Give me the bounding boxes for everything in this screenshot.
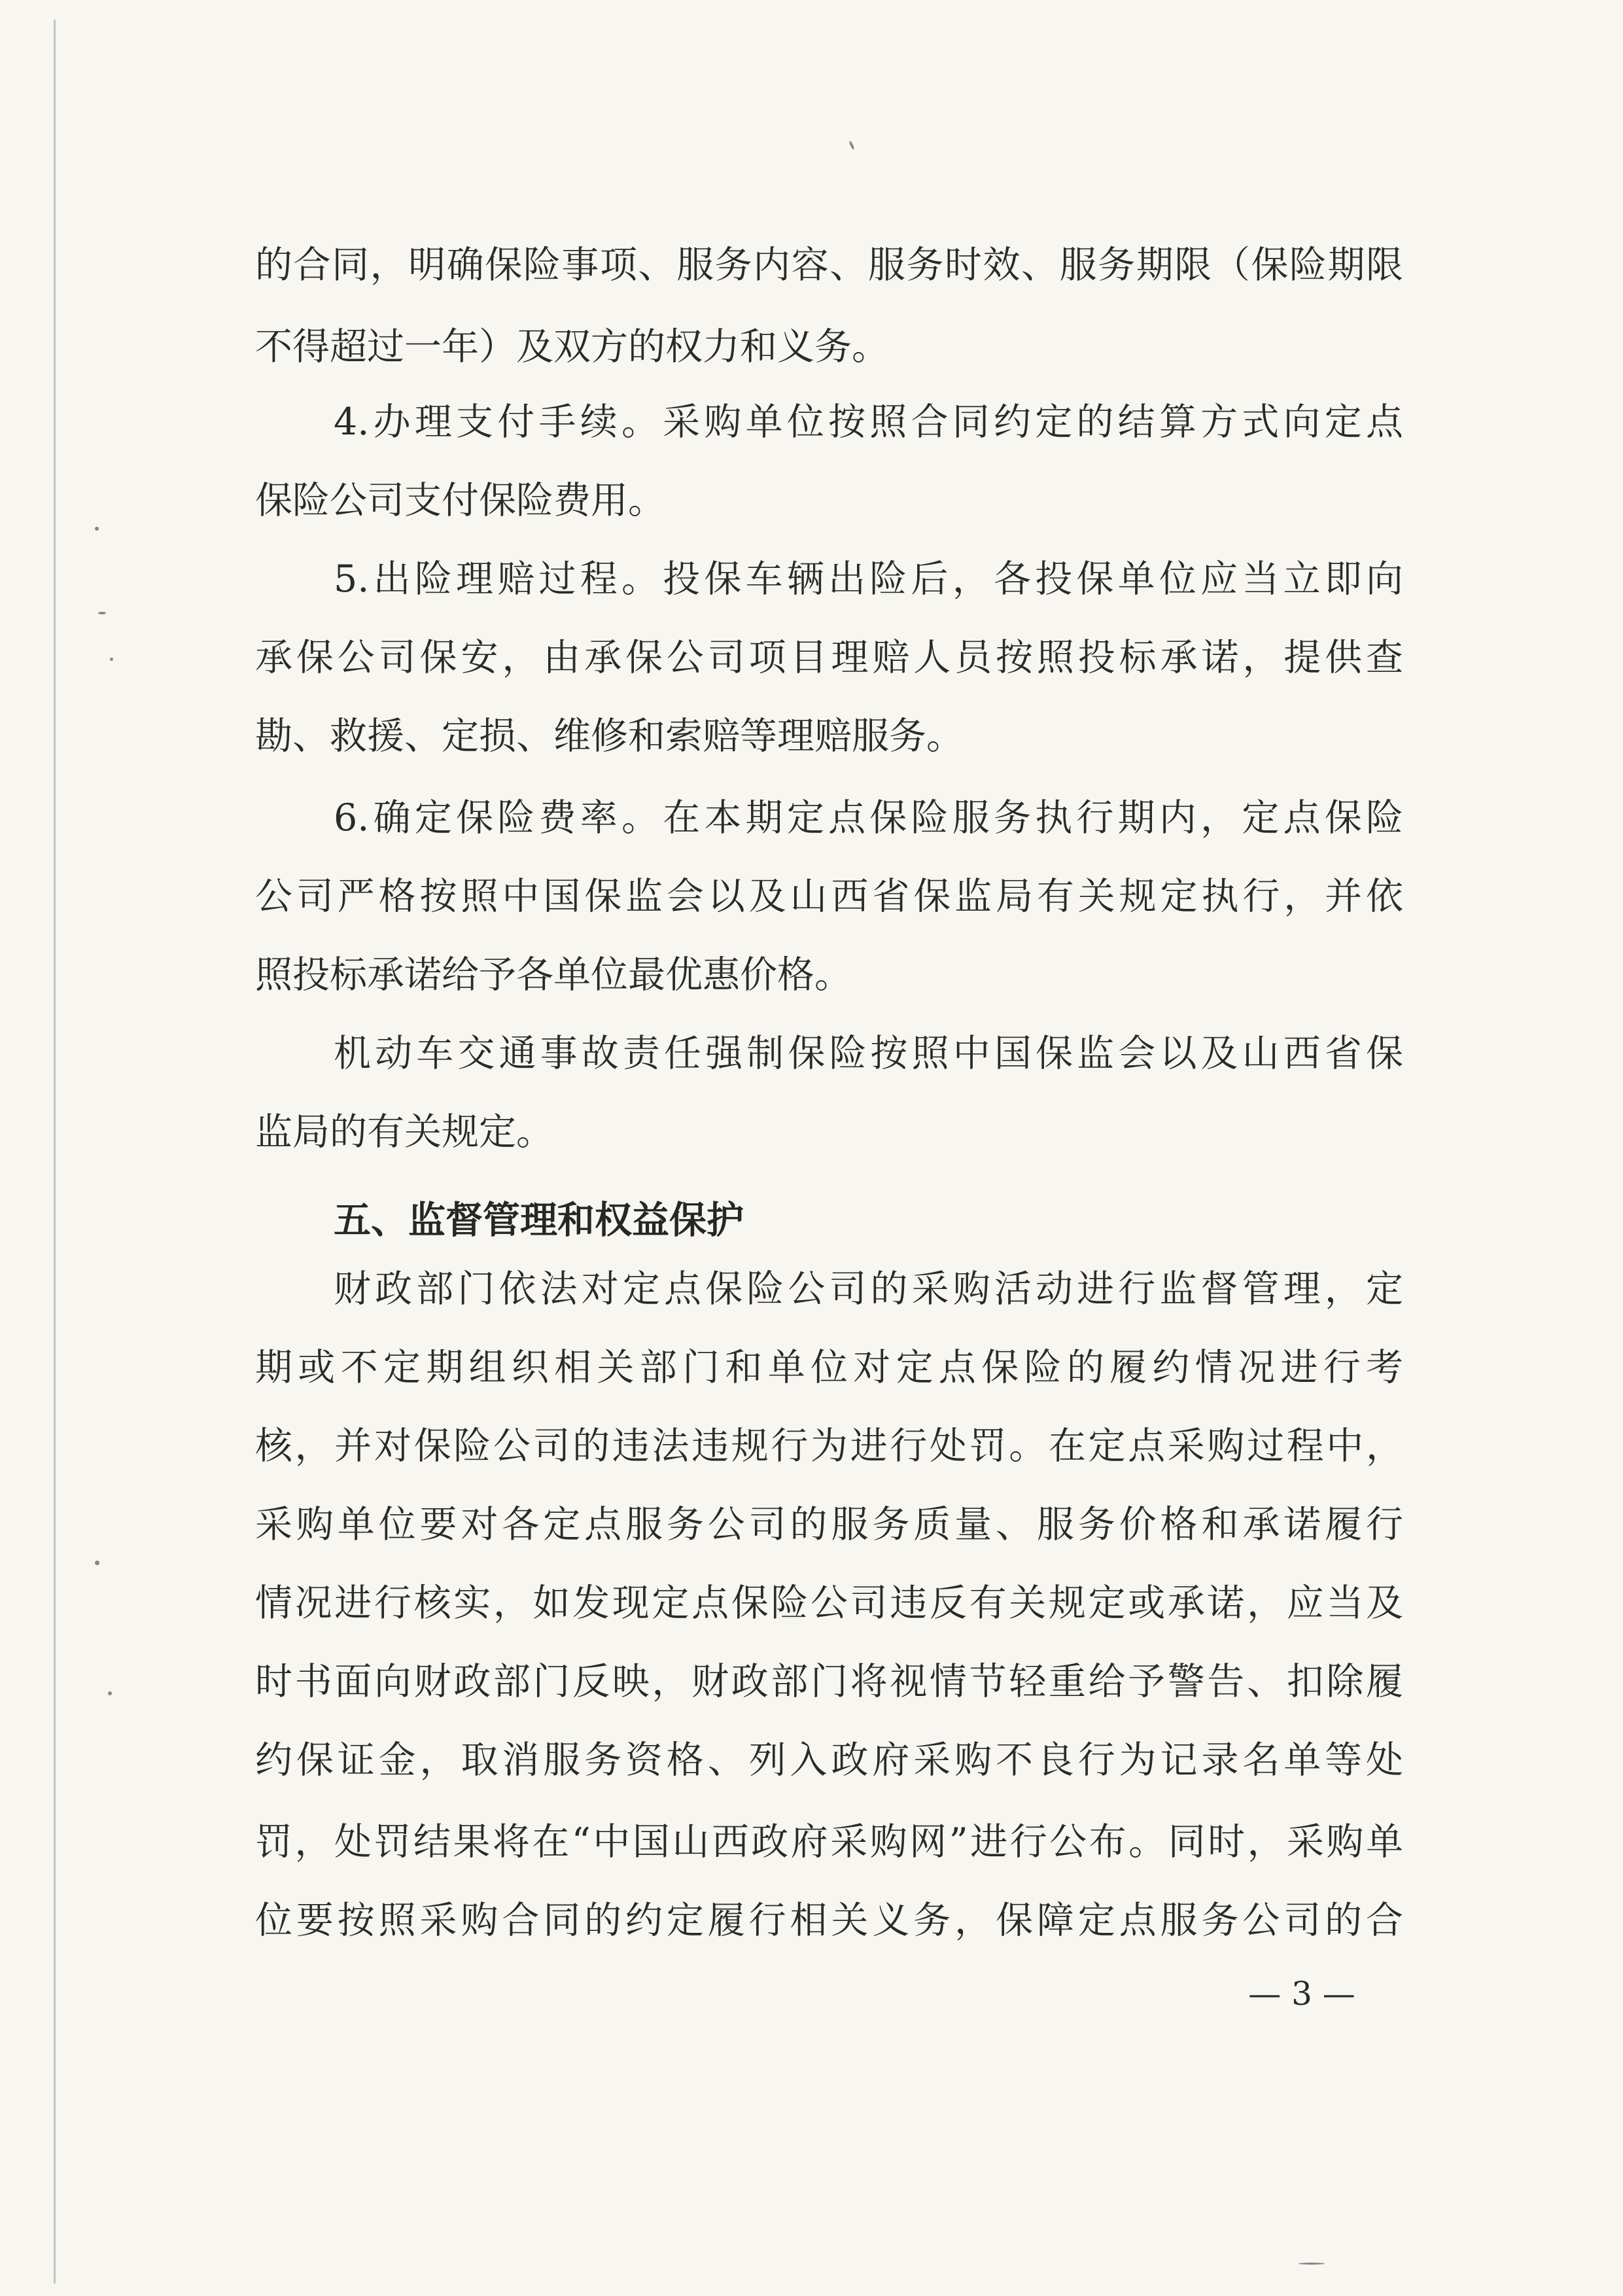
- binding-edge-line: [54, 20, 56, 2284]
- section-body-line: 财政部门依法对定点保险公司的采购活动进行监督管理，定: [334, 1267, 1403, 1311]
- section-body-line: 情况进行核实，如发现定点保险公司违反有关规定或承诺，应当及: [255, 1581, 1403, 1625]
- body-line: 的合同，明确保险事项、服务内容、服务时效、服务期限（保险期限: [255, 243, 1403, 287]
- section-body-line: 采购单位要对各定点服务公司的服务质量、服务价格和承诺履行: [255, 1503, 1403, 1546]
- section-body-line: 期或不定期组织相关部门和单位对定点保险的履约情况进行考: [255, 1346, 1403, 1389]
- body-line: 监局的有关规定。: [255, 1110, 553, 1154]
- section-body-line: 约保证金，取消服务资格、列入政府采购不良行为记录名单等处: [255, 1739, 1403, 1782]
- scan-speck: [1299, 2263, 1325, 2265]
- scan-speck: [848, 141, 855, 150]
- section-heading: 五、监督管理和权益保护: [334, 1199, 744, 1242]
- body-line: 5.出险理赔过程。投保车辆出险后，各投保单位应当立即向: [334, 557, 1403, 601]
- body-line: 公司严格按照中国保监会以及山西省保监局有关规定执行，并依: [255, 875, 1403, 918]
- body-line: 6.确定保险费率。在本期定点保险服务执行期内，定点保险: [334, 796, 1403, 839]
- scan-speck: [98, 612, 106, 614]
- body-line: 照投标承诺给予各单位最优惠价格。: [255, 953, 852, 997]
- scan-speck: [95, 1561, 99, 1565]
- body-line: 不得超过一年）及双方的权力和义务。: [255, 325, 889, 368]
- page-number: — 3 —: [1248, 1975, 1355, 2013]
- scan-speck: [110, 658, 113, 661]
- section-body-line: 罚，处罚结果将在“中国山西政府采购网”进行公布。同时，采购单: [255, 1820, 1403, 1863]
- scan-speck: [108, 1691, 112, 1695]
- body-line: 4.办理支付手续。采购单位按照合同约定的结算方式向定点: [334, 400, 1403, 444]
- body-line: 保险公司支付保险费用。: [255, 479, 665, 522]
- section-body-line: 核，并对保险公司的违法违规行为进行处罚。在定点采购过程中，: [255, 1424, 1403, 1468]
- body-line: 勘、救援、定损、维修和索赔等理赔服务。: [255, 715, 964, 758]
- body-line: 承保公司保安，由承保公司项目理赔人员按照投标承诺，提供查: [255, 636, 1403, 679]
- body-line: 机动车交通事故责任强制保险按照中国保监会以及山西省保: [334, 1032, 1403, 1075]
- section-body-line: 位要按照采购合同的约定履行相关义务，保障定点服务公司的合: [255, 1899, 1403, 1942]
- scan-speck: [95, 527, 99, 531]
- section-body-line: 时书面向财政部门反映，财政部门将视情节轻重给予警告、扣除履: [255, 1660, 1403, 1703]
